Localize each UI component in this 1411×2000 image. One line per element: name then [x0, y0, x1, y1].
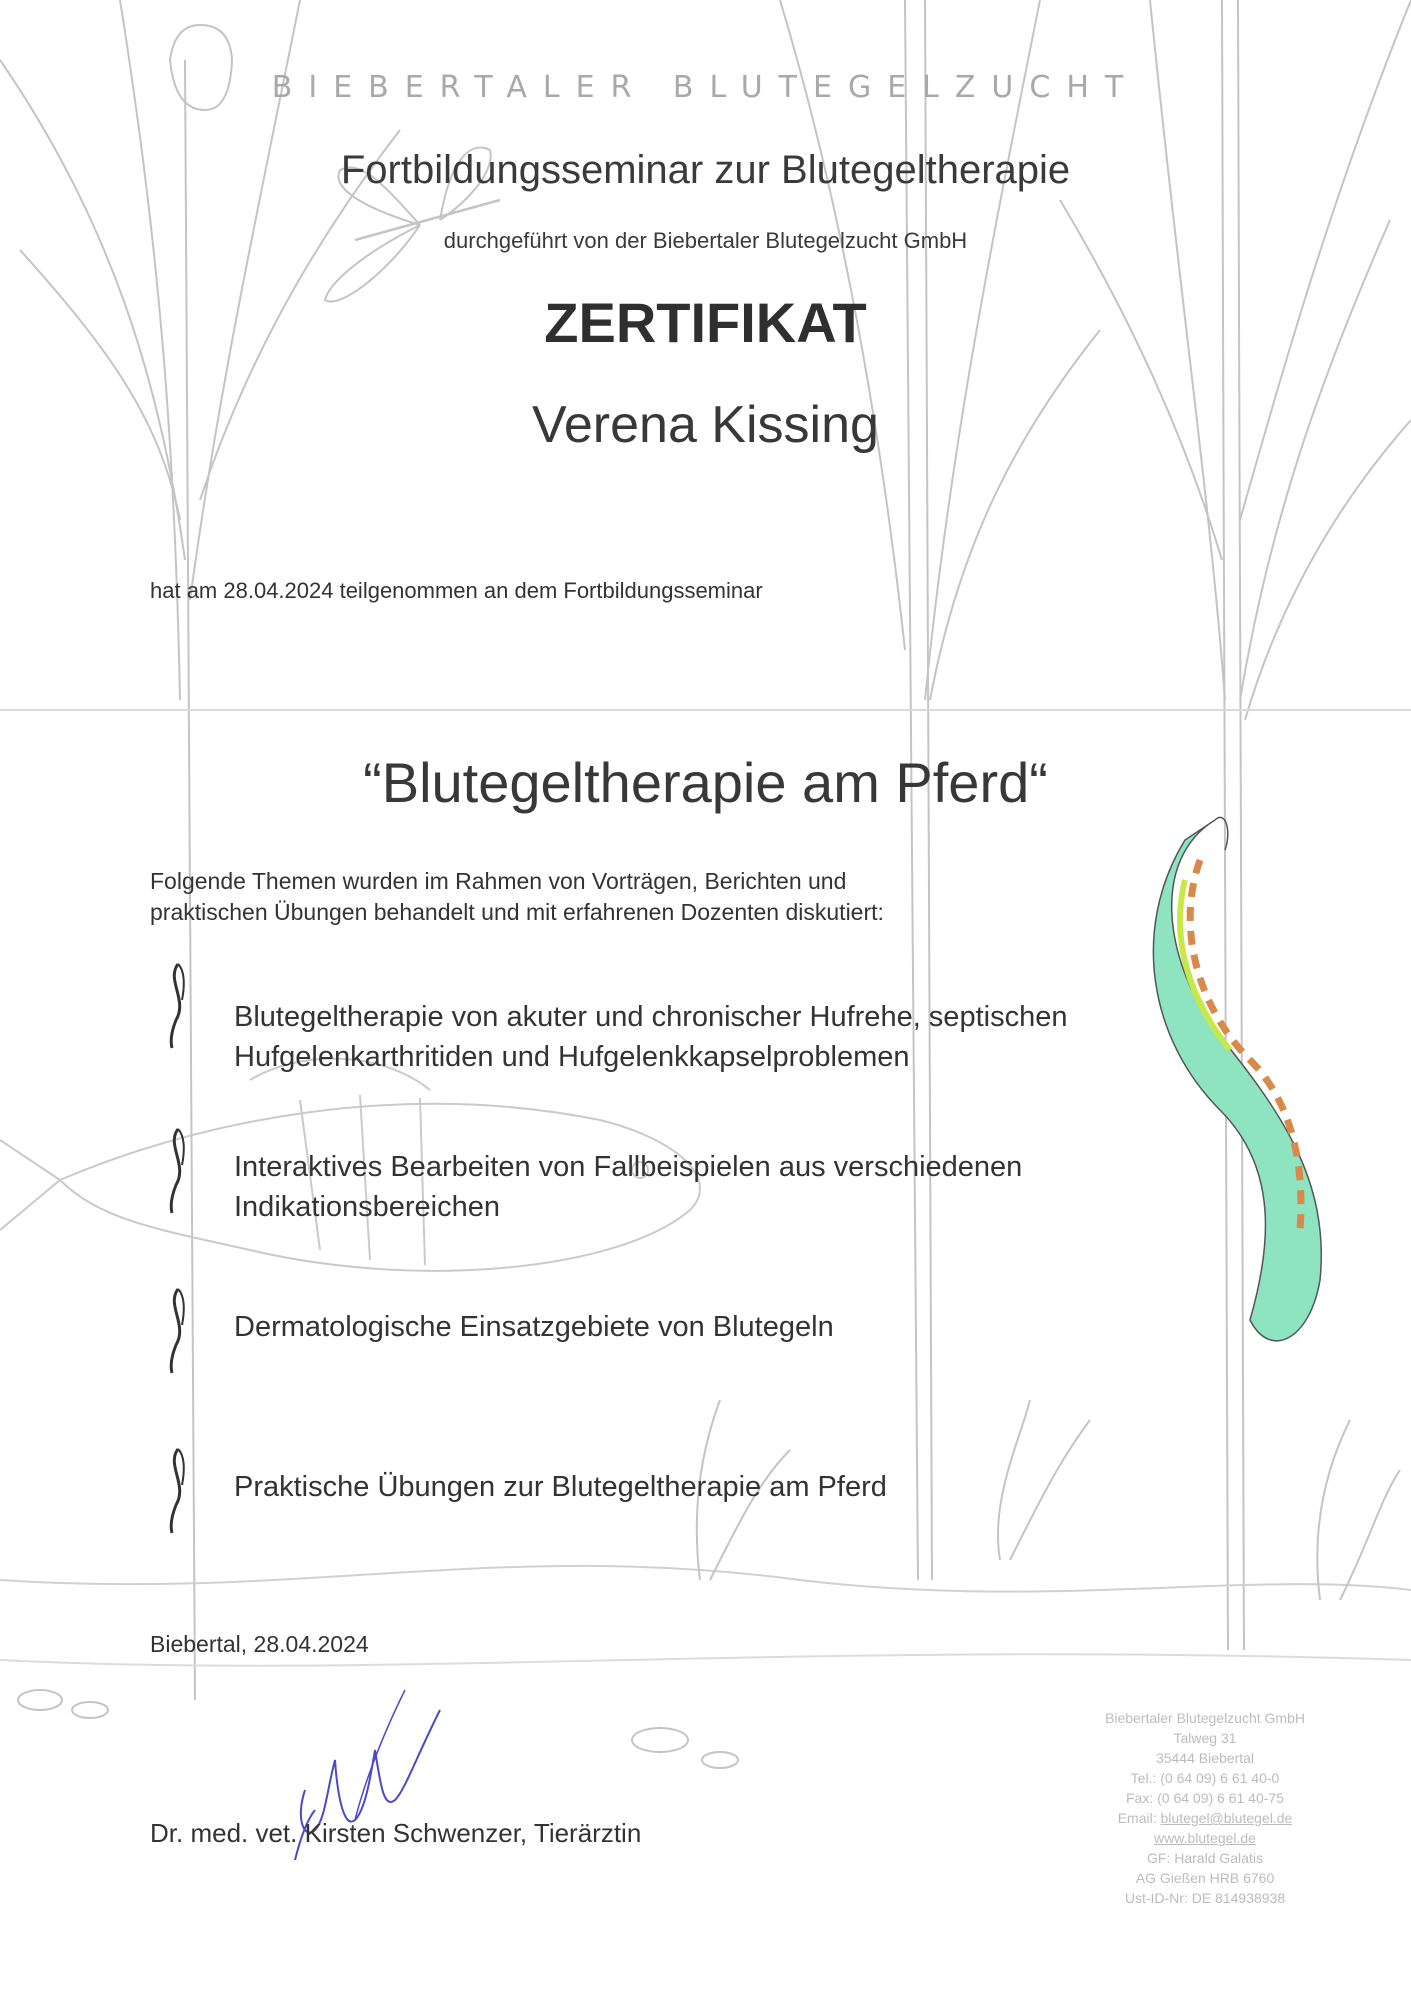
brand-header: BIEBERTALER BLUTEGELZUCHT — [271, 70, 1140, 105]
topic-item: Interaktives Bearbeiten von Fallbeispielen aus verschiedenen Indikationsbereichen — [234, 1151, 1023, 1223]
certificate-title: ZERTIFIKAT — [544, 291, 867, 354]
leech-bullet-icon — [158, 960, 198, 1050]
topic-item: Praktische Übungen zur Blutegeltherapie am Pferd — [234, 1471, 887, 1503]
leech-bullet-icon — [158, 1445, 198, 1535]
place-date: Biebertal, 28.04.2024 — [150, 1631, 369, 1657]
topic-item: Blutegeltherapie von akuter und chronischer Hufrehe, septischen Hufgelenkarthritiden und Hufgelenkkapselproblemen — [234, 1001, 1068, 1073]
signature-image — [265, 1670, 465, 1890]
company-stamp: Biebertaler Blutegelzucht GmbH Talweg 31 35444 Biebertal Tel.: (0 64 09) 6 61 40-0 Fax: (0 64 09) 6 61 40-75 Email: blutegel@blutegel.de www.blutegel.de GF: Harald Galatis AG Gießen HRB 6760 Ust-ID-Nr: DE 814938938 — [1055, 1708, 1355, 1908]
organizer-line: durchgeführt von der Biebertaler Blutegelzucht GmbH — [443, 228, 968, 253]
course-title: “Blutegeltherapie am Pferd“ — [363, 751, 1048, 814]
stamp-website: www.blutegel.de — [1154, 1830, 1256, 1846]
topics-intro: Folgende Themen wurden im Rahmen von Vorträgen, Berichten und praktischen Übungen behandelt und mit erfahrenen Dozenten diskutiert: — [150, 868, 884, 925]
leech-bullet-icon — [158, 1285, 198, 1375]
topic-item: Dermatologische Einsatzgebiete von Blutegeln — [234, 1311, 834, 1343]
leech-illustration — [1153, 817, 1321, 1340]
leech-bullet-icon — [158, 1125, 198, 1215]
recipient-name: Verena Kissing — [532, 396, 879, 454]
participation-text: hat am 28.04.2024 teilgenommen an dem Fortbildungsseminar — [150, 578, 763, 603]
seminar-title: Fortbildungsseminar zur Blutegeltherapie — [340, 148, 1071, 192]
stamp-email: blutegel@blutegel.de — [1160, 1810, 1293, 1826]
signer-name: Dr. med. vet. Kirsten Schwenzer, Tierärztin — [150, 1818, 642, 1848]
